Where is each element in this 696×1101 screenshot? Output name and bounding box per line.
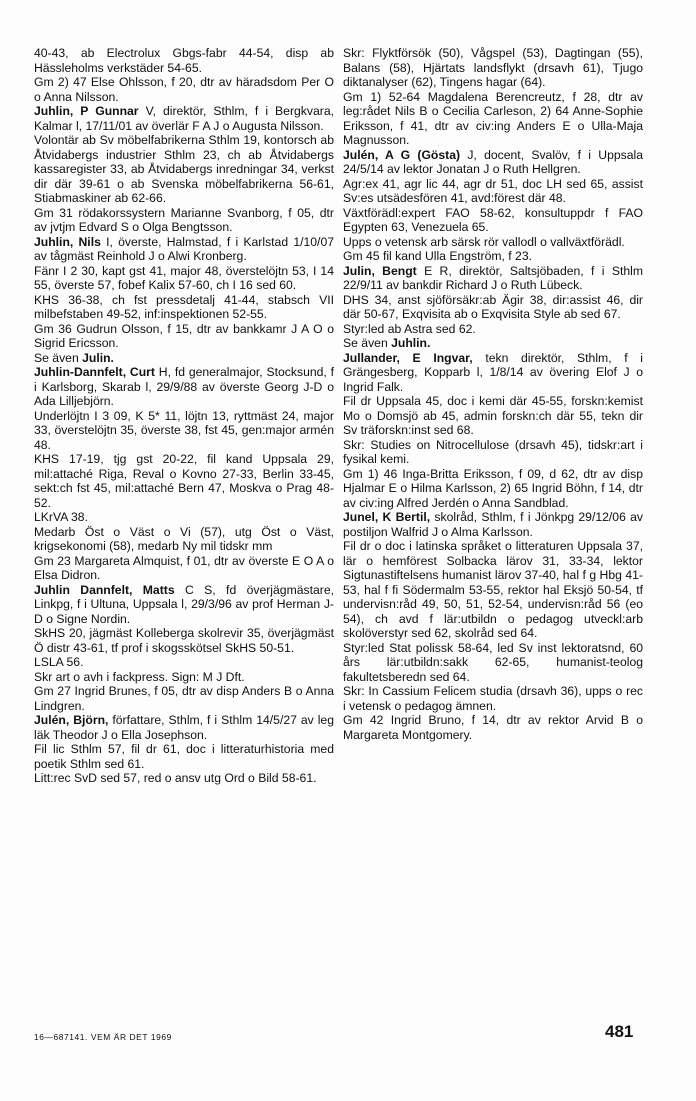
entry-paragraph	[34, 351, 334, 366]
entry-paragraph	[343, 90, 643, 148]
entry-text: V, direktör, Sthlm, f i Bergkvara, Kalmar l, 17/11/01 av överlär F A J o Augusta Nilsson.	[34, 104, 334, 133]
entry-text: Gm 42 Ingrid Bruno, f 14, dtr av rektor Arvid B o Margareta Montgomery.	[343, 713, 643, 742]
entry-text: författare, Sthlm, f i Sthlm 14/5/27 av leg läk Theodor J o Ella Josephson.	[34, 713, 334, 742]
entry-text: 40-43, ab Electrolux Gbgs-fabr 44-54, disp ab Hässleholms verkstäder 54-65.	[34, 46, 334, 75]
entry-text: Gm 27 Ingrid Brunes, f 05, dtr av disp Anders B o Anna Lindgren.	[34, 684, 334, 713]
entry-text: Gm 2) 47 Else Ohlsson, f 20, dtr av häradsdom Per O o Anna Nilsson.	[34, 75, 334, 104]
entry-paragraph	[34, 525, 334, 554]
entry-text: Växtförädl:expert FAO 58-62, konsultuppdr f FAO Egypten 63, Venezuela 65.	[343, 205, 643, 234]
entry-text: Styr:led Stat polissk 58-64, led Sv inst lektoratsnd, 60 års lär:utbildn:sakk 62-65, humanist-teolog fakultetsberedn sed 64.	[343, 640, 643, 684]
entry-paragraph	[34, 670, 334, 685]
entry-text: DHS 34, anst sjöförsäkr:ab Ägir 38, dir:assist 46, dir där 50-67, Exqvisita ab o Exqvisita Style ab sed 67.	[343, 292, 643, 321]
entry-paragraph	[343, 322, 643, 337]
entry-paragraph	[343, 206, 643, 235]
entry-heading-paragraph	[34, 365, 334, 409]
entry-paragraph	[34, 510, 334, 525]
entry-text: Litt:rec SvD sed 57, red o ansv utg Ord o Bild 58-61.	[34, 771, 317, 785]
entry-paragraph	[34, 46, 334, 75]
left-column	[34, 46, 334, 786]
page-footer-code: 16—687141. VEM ÄR DET 1969	[34, 1032, 172, 1042]
entry-paragraph	[343, 235, 643, 250]
person-name: Julén, A G (Gösta)	[343, 147, 461, 162]
entry-paragraph	[34, 626, 334, 655]
entry-paragraph	[34, 75, 334, 104]
entry-text: C S, fd överjägmästare, Linkpg, f i Ultuna, Uppsala l, 29/3/96 av prof Herman J-D o Signe Nordin.	[34, 582, 334, 626]
right-column	[343, 46, 643, 742]
person-name: Junel, K Bertil,	[343, 510, 431, 524]
entry-heading-paragraph	[34, 104, 334, 133]
entry-paragraph	[34, 409, 334, 453]
entry-paragraph	[34, 742, 334, 771]
entry-heading-paragraph	[343, 264, 643, 293]
person-name: Julin, Bengt	[343, 263, 417, 278]
entry-paragraph	[34, 684, 334, 713]
entry-paragraph	[343, 394, 643, 438]
entry-paragraph	[34, 554, 334, 583]
entry-paragraph	[343, 293, 643, 322]
person-name: Jullander, E Ingvar,	[343, 350, 473, 365]
entry-paragraph	[34, 133, 334, 206]
entry-text: Skr art o avh i fackpress. Sign: M J Dft.	[34, 669, 245, 684]
entry-text: Se även	[343, 336, 392, 350]
entry-paragraph	[34, 452, 334, 510]
entry-text: Upps o vetensk arb särsk rör vallodl o vallväxtförädl.	[343, 234, 625, 249]
entry-text: Volontär ab Sv möbelfabrikerna Sthlm 19, kontorsch ab Åtvidabergs industrier Sthlm 23, ch ab Åtvidabergs kassaregister 33, ab Åtvidabergs inredningar 34, verkst dir där 39-61 o ab Svenska möbelfabrikerna 56-61, Stiabmaskiner ab 62-66.	[34, 133, 334, 205]
entry-paragraph	[343, 249, 643, 264]
entry-text: Fil dr Uppsala 45, doc i kemi där 45-55, forskn:kemist Mo o Domsjö ab 45, admin forskn:ch där 55, tekn dir Sv träforskn:inst sed 68.	[343, 394, 643, 437]
entry-text: Medarb Öst o Väst o Vi (57), utg Öst o Väst, krigsekonomi (58), medarb Ny mil tidskr mm	[34, 524, 334, 553]
entry-paragraph	[34, 206, 334, 235]
entry-text: Skr: Studies on Nitrocellulose (drsavh 45), tidskr:art i fysikal kemi.	[343, 437, 643, 466]
person-name: Julén, Björn,	[34, 713, 109, 727]
person-name: Juhlin Dannfelt, Matts	[34, 582, 175, 597]
person-name: Juhlin, Nils	[34, 234, 101, 249]
entry-paragraph	[34, 322, 334, 351]
page-number: 481	[605, 1022, 634, 1041]
entry-paragraph	[343, 684, 643, 713]
entry-text: H, fd generalmajor, Stocksund, f i Karlsborg, Skarab l, 29/9/88 av överste Georg J-D o Ada Lilljebjörn.	[34, 365, 335, 408]
entry-text: E R, direktör, Saltsjöbaden, f i Sthlm 22/9/11 av bankdir Richard J o Ruth Lübeck.	[343, 263, 643, 292]
entry-heading-paragraph	[34, 583, 334, 627]
entry-heading-paragraph	[343, 148, 643, 177]
person-name: Juhlin-Dannfelt, Curt	[34, 365, 155, 379]
entry-text: Skr: Flyktförsök (50), Vågspel (53), Dagtingan (55), Balans (58), Hjärtats landsflykt (drsavh 61), Tjugo diktanalyser (62), Tingens hagar (64).	[343, 46, 643, 89]
entry-text: skolråd, Sthlm, f i Jönkpg 29/12/06 av postiljon Walfrid J o Alma Karlsson.	[343, 510, 643, 539]
entry-text: SkHS 20, jägmäst Kolleberga skolrevir 35, överjägmäst Ö distr 43-61, tf prof i skogsskötsel SkHS 50-51.	[34, 626, 334, 655]
entry-text: Agr:ex 41, agr lic 44, agr dr 51, doc LH sed 65, assist Sv:es utsädesfören 41, avd:förest där 48.	[343, 176, 643, 205]
person-name: Juhlin, P Gunnar	[34, 104, 139, 118]
entry-text: Fänr I 2 30, kapt gst 41, major 48, överstelöjtn 53, I 14 55, överste 57, fobef Kalix 57-60, ch I 16 sed 60.	[34, 263, 334, 292]
entry-paragraph	[34, 655, 334, 670]
entry-text: Gm 23 Margareta Almquist, f 01, dtr av överste E O A o Elsa Didron.	[34, 553, 334, 582]
entry-heading-paragraph	[34, 713, 334, 742]
entry-paragraph	[343, 177, 643, 206]
cross-reference-name: Juhlin.	[391, 336, 431, 350]
entry-heading-paragraph	[343, 510, 643, 539]
entry-paragraph	[343, 539, 643, 641]
entry-text: KHS 17-19, tjg gst 20-22, fil kand Uppsala 29, mil:attaché Riga, Reval o Kovno 27-33, Berlin 33-45, sekt:ch fst 45, mil:attaché Bern 47, Moskva o Prag 48-52.	[34, 452, 334, 510]
entry-text: Styr:led ab Astra sed 62.	[343, 321, 476, 336]
entry-text: Skr: In Cassium Felicem studia (drsavh 36), upps o rec i vetensk o pedagog ämnen.	[343, 684, 643, 713]
entry-heading-paragraph	[343, 351, 643, 395]
entry-paragraph	[343, 438, 643, 467]
entry-text: I, överste, Halmstad, f i Karlstad 1/10/07 av tågmäst Reinhold J o Alwi Kronberg.	[34, 234, 335, 263]
entry-text: Gm 31 rödakorssystern Marianne Svanborg, f 05, dtr av jvtjm Edvard S o Olga Bengtsson.	[34, 205, 334, 234]
entry-paragraph	[34, 264, 334, 293]
entry-text: Gm 36 Gudrun Olsson, f 15, dtr av bankkamr J A O o Sigrid Ericsson.	[34, 321, 334, 350]
entry-paragraph	[34, 771, 334, 786]
entry-paragraph	[34, 293, 334, 322]
entry-text: Gm 1) 46 Inga-Britta Eriksson, f 09, d 62, dtr av disp Hjalmar E o Hilma Karlsson, 2) 65 Ingrid Böhn, f 14, dtr av civ:ing Alfred Jerdén o Anna Sandblad.	[343, 466, 643, 510]
entry-text: Fil lic Sthlm 57, fil dr 61, doc i litteraturhistoria med poetik Sthlm sed 61.	[34, 742, 334, 771]
entry-paragraph	[343, 336, 643, 351]
entry-paragraph	[343, 641, 643, 685]
entry-paragraph	[343, 46, 643, 90]
entry-text: Gm 45 fil kand Ulla Engström, f 23.	[343, 249, 532, 263]
entry-paragraph	[343, 713, 643, 742]
entry-text: Gm 1) 52-64 Magdalena Berencreutz, f 28, dtr av leg:rådet Nils B o Cecilia Carleson, 2) 64 Anne-Sophie Eriksson, f 41, dtr av civ:ing Anders E o Ulla-Maja Magnusson.	[343, 89, 643, 147]
entry-text: J, docent, Svalöv, f i Uppsala 24/5/14 av lektor Jonatan J o Ruth Hellgren.	[343, 147, 643, 176]
entry-text: Underlöjtn I 3 09, K 5* 11, löjtn 13, ryttmäst 24, major 33, överstelöjtn 35, överste 38, fst 45, gen:major armén 48.	[34, 408, 334, 452]
cross-reference-name: Julin.	[82, 350, 114, 365]
entry-text: LKrVA 38.	[34, 510, 88, 524]
entry-text: Fil dr o doc i latinska språket o litteraturen Uppsala 37, lär o hemförest Solbacka lärov 31, 33-34, lektor Sigtunastiftelsens humanist lärov 37-40, hal f g Hbg 41-53, hal f fi Södermalm 53-55, rektor hal Eksjö 50-54, tf undervisn:råd 49, 50, 51, 52-54, undervisn:råd 56 (eo 54), ch avd f lär:utbildn o pedagog utveckl:arb skolöverstyr sed 62, skolråd sed 64.	[343, 539, 643, 640]
entry-text: Se även	[34, 350, 83, 365]
entry-text: tekn direktör, Sthlm, f i Grängesberg, Kopparb l, 1/8/14 av övering Elof J o Ingrid Falk.	[343, 350, 644, 394]
entry-paragraph	[343, 467, 643, 511]
entry-text: LSLA 56.	[34, 655, 84, 669]
entry-heading-paragraph	[34, 235, 334, 264]
entry-text: KHS 36-38, ch fst pressdetalj 41-44, stabsch VII milbefstaben 49-52, inf:inspektionen 52-55.	[34, 292, 334, 321]
